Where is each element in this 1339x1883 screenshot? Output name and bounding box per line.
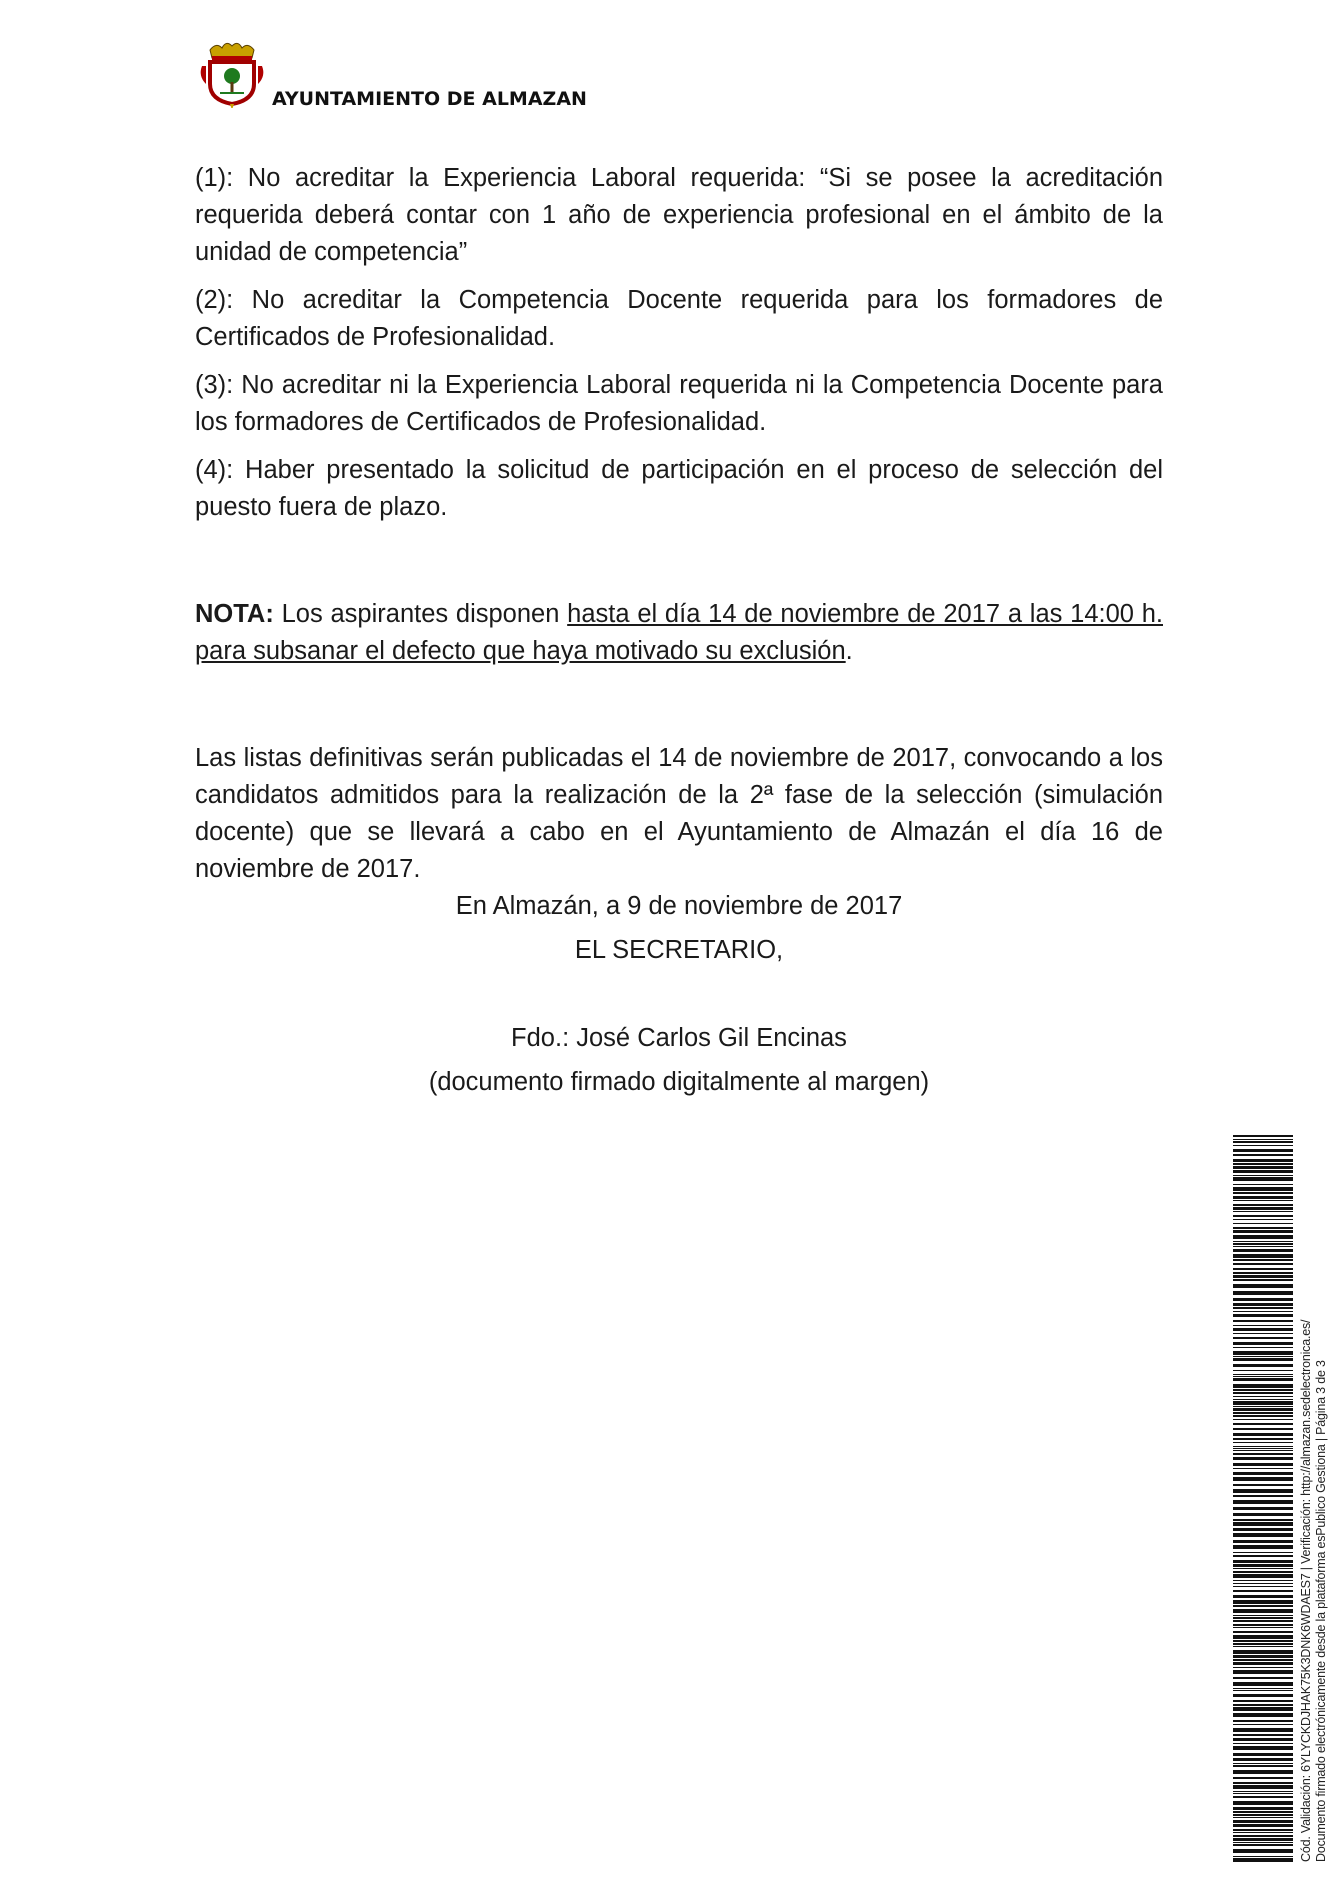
note-1: (1): No acreditar la Experiencia Laboral requerida: “Si se posee la acreditación requerida deberá contar con 1 año de experiencia profesional en el ámbito de la unidad de competencia”	[195, 164, 1163, 266]
signer-name: Fdo.: José Carlos Gil Encinas	[511, 1024, 847, 1052]
validation-line-1: Cód. Validación: 6YLYCKDJHAK75K3DNK6WDAES7 | Verificación: http://almazan.sedelectronica.es/	[1299, 1319, 1313, 1862]
validation-text	[1299, 1132, 1329, 1862]
note-3: (3): No acreditar ni la Experiencia Laboral requerida ni la Competencia Docente para los formadores de Certificados de Profesionalidad.	[195, 371, 1163, 436]
note-2: (2): No acreditar la Competencia Docente requerida para los formadores de Certificados de Profesionalidad.	[195, 286, 1163, 351]
letterhead	[196, 36, 596, 116]
nota-label: NOTA:	[195, 600, 274, 628]
nota-paragraph	[195, 596, 1163, 670]
signer-role: EL SECRETARIO,	[574, 936, 784, 964]
nota-period: .	[845, 637, 853, 665]
nota-deadline: hasta el día 14 de noviembre de 2017 a las 14:00 h. para subsanar el defecto que haya motivado su exclusión	[195, 600, 1163, 665]
place-date: En Almazán, a 9 de noviembre de 2017	[455, 892, 903, 920]
note-4: (4): Haber presentado la solicitud de participación en el proceso de selección del puesto fuera de plazo.	[195, 456, 1163, 521]
validation-margin	[1233, 1135, 1333, 1875]
signature-note: (documento firmado digitalmente al margen)	[428, 1068, 930, 1096]
organization-name: AYUNTAMIENTO DE ALMAZAN	[272, 88, 587, 110]
signature-block	[195, 884, 1163, 1104]
final-lists-paragraph: Las listas definitivas serán publicadas el 14 de noviembre de 2017, convocando a los candidatos admitidos para la realización de la 2ª fase de la selección (simulación docente) que se llevará a cabo en el Ayuntamiento de Almazán el día 16 de noviembre de 2017.	[195, 744, 1163, 883]
barcode-icon	[1233, 1135, 1293, 1865]
validation-line-2: Documento firmado electrónicamente desde la plataforma esPublico Gestiona | Página 3 de 3	[1314, 1360, 1328, 1862]
document-body	[195, 160, 1163, 899]
coat-of-arms-icon	[196, 36, 268, 108]
nota-text: Los aspirantes disponen	[273, 600, 568, 628]
